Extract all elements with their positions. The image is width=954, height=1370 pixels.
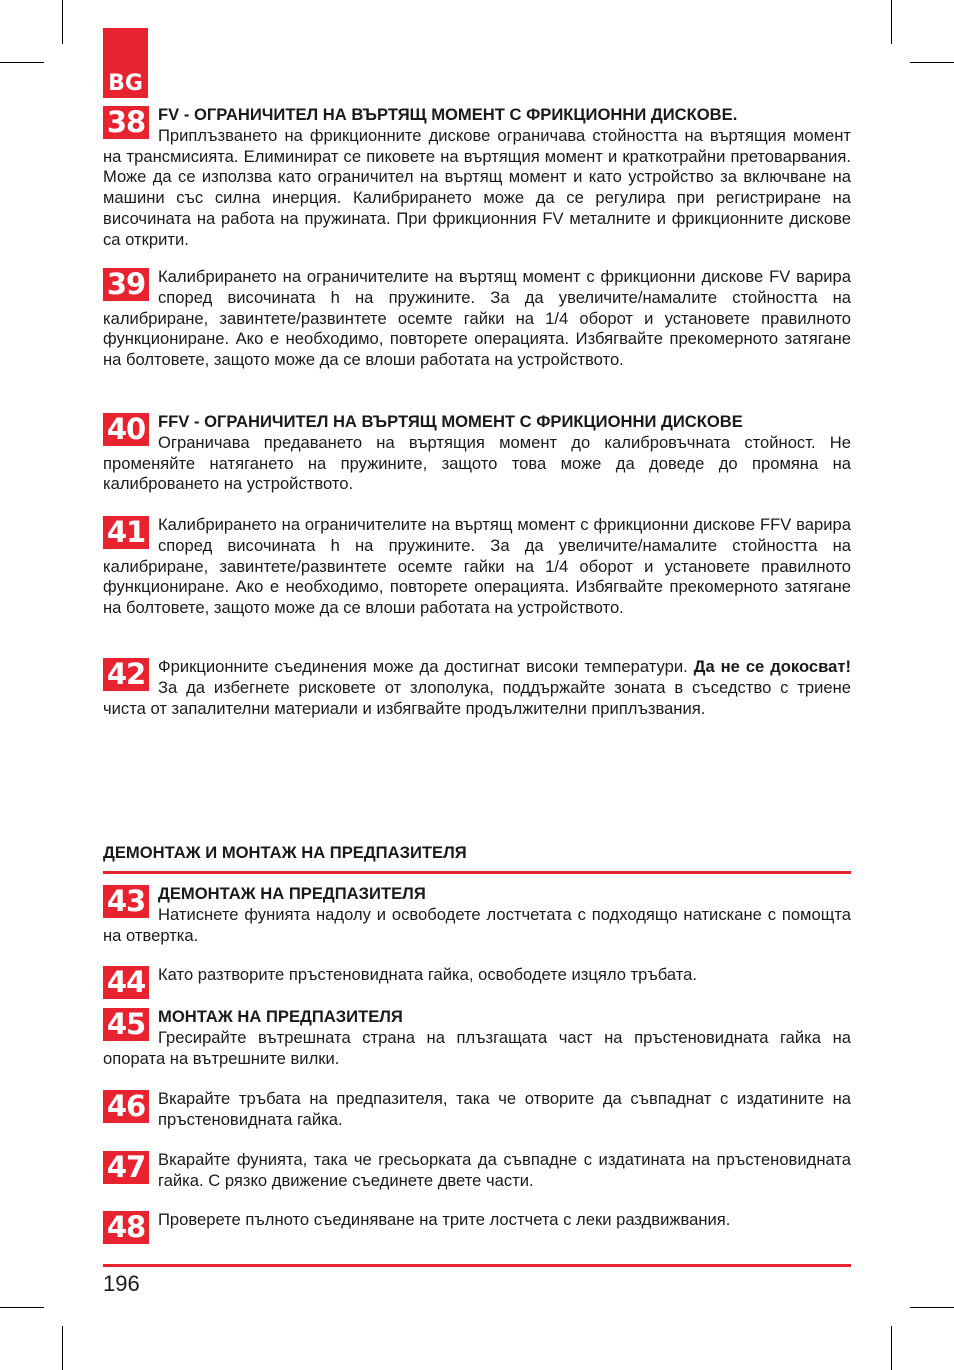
step-title: FFV - ОГРАНИЧИТЕЛ НА ВЪРТЯЩ МОМЕНТ С ФРИКЦИОННИ ДИСКОВЕ [158, 412, 743, 431]
page-number: 196 [103, 1271, 140, 1296]
crop-mark [891, 0, 892, 44]
crop-mark [0, 62, 44, 63]
step-text: За да избегнете рисковете от злополука, поддържайте зоната в съседство с триене чиста от запалителни материали и избягвайте продължителни приплъзвания. [103, 677, 851, 718]
step-number-badge: 48 [103, 1211, 149, 1244]
step-39 [103, 267, 851, 371]
crop-mark [62, 1326, 63, 1370]
step-text: Приплъзването на фрикционните дискове ограничава стойността на въртящия момент на трансмисията. Елиминират се пиковете на въртящия момент и краткотрайни претоварвания. Може да се използва като ограничител на въртящ момент и като устройство за включване на машини със силна инерция. Калибрирането може да се регулира при регистриране на височината на работа на пружината. При фрикционния FV металните и фрикционните дискове са открити. [103, 125, 851, 249]
step-text: Калибрирането на ограничителите на въртящ момент с фрикционни дискове FFV варира според височината h на пружините. За да увеличите/намалите стойността на калибриране, завинтете/развинтете осемте гайки на 1/4 оборот и установете правилното функциониране. Ако е необходимо, повторете операцията. Избягвайте прекомерното затягане на болтовете, защото може да се влоши работата на устройството. [103, 515, 851, 618]
step-text: Натиснете фунията надолу и освободете лостчетата с подходящо натискане с помощта на отвертка. [103, 904, 851, 945]
step-text: Калибрирането на ограничителите на въртящ момент с фрикционни дискове FV варира според височината h на пружините. За да увеличите/намалите стойността на калибриране, завинтете/развинтете осемте гайки на 1/4 оборот и установете правилното функциониране. Ако е необходимо, повторете операцията. Избягвайте прекомерното затягане на болтовете, защото може да се влоши работата на устройството. [103, 267, 851, 370]
step-43 [103, 884, 851, 946]
step-46 [103, 1089, 851, 1131]
warning-text: Да не се докосват! [693, 657, 851, 676]
crop-mark [0, 1307, 44, 1308]
step-number-badge: 39 [103, 268, 149, 301]
step-title: МОНТАЖ НА ПРЕДПАЗИТЕЛЯ [158, 1007, 403, 1026]
crop-mark [910, 1307, 954, 1308]
section-divider [103, 871, 851, 874]
step-title: FV - ОГРАНИЧИТЕЛ НА ВЪРТЯЩ МОМЕНТ С ФРИКЦИОННИ ДИСКОВЕ. [158, 105, 738, 124]
crop-mark [891, 1326, 892, 1370]
step-48 [103, 1210, 851, 1246]
step-number-badge: 46 [103, 1090, 149, 1123]
language-tab: BG [103, 28, 148, 98]
step-41 [103, 515, 851, 619]
section-heading: ДЕМОНТАЖ И МОНТАЖ НА ПРЕДПАЗИТЕЛЯ [103, 843, 467, 862]
step-44 [103, 965, 851, 1001]
step-42 [103, 657, 851, 719]
step-text: Като разтворите пръстеновидната гайка, освободете изцяло тръбата. [158, 965, 697, 984]
step-45 [103, 1007, 851, 1069]
step-number-badge: 42 [103, 658, 149, 691]
step-number-badge: 38 [103, 106, 149, 139]
step-38 [103, 105, 851, 251]
step-text: Фрикционните съединения може да достигнат високи температури. [158, 657, 694, 676]
step-47 [103, 1150, 851, 1192]
step-number-badge: 40 [103, 413, 149, 446]
step-text: Гресирайте вътрешната страна на плъзгащата част на пръстеновидната гайка на опората на вътрешните вилки. [103, 1027, 851, 1068]
crop-mark [910, 62, 954, 63]
step-number-badge: 43 [103, 885, 149, 918]
step-text: Проверете пълното съединяване на трите лостчета с леки раздвижвания. [158, 1210, 731, 1229]
step-text: Вкарайте фунията, така че гресьорката да съвпадне с издатината на пръстеновидната гайка. С рязко движение съединете двете части. [158, 1150, 851, 1190]
step-text: Ограничава предаването на въртящия момент до калибровъчната стойност. Не променяйте натягането на пружините, защото това може да доведе до промяна на калиброването на устройството. [103, 432, 851, 494]
step-number-badge: 45 [103, 1008, 149, 1041]
step-number-badge: 47 [103, 1151, 149, 1184]
step-text: Вкарайте тръбата на предпазителя, така че отворите да съвпаднат с издатините на пръстеновидната гайка. [158, 1089, 851, 1129]
crop-mark [62, 0, 63, 44]
step-40 [103, 412, 851, 495]
step-number-badge: 41 [103, 516, 149, 549]
footer-divider [103, 1264, 851, 1267]
step-title: ДЕМОНТАЖ НА ПРЕДПАЗИТЕЛЯ [158, 884, 426, 903]
step-number-badge: 44 [103, 966, 149, 999]
